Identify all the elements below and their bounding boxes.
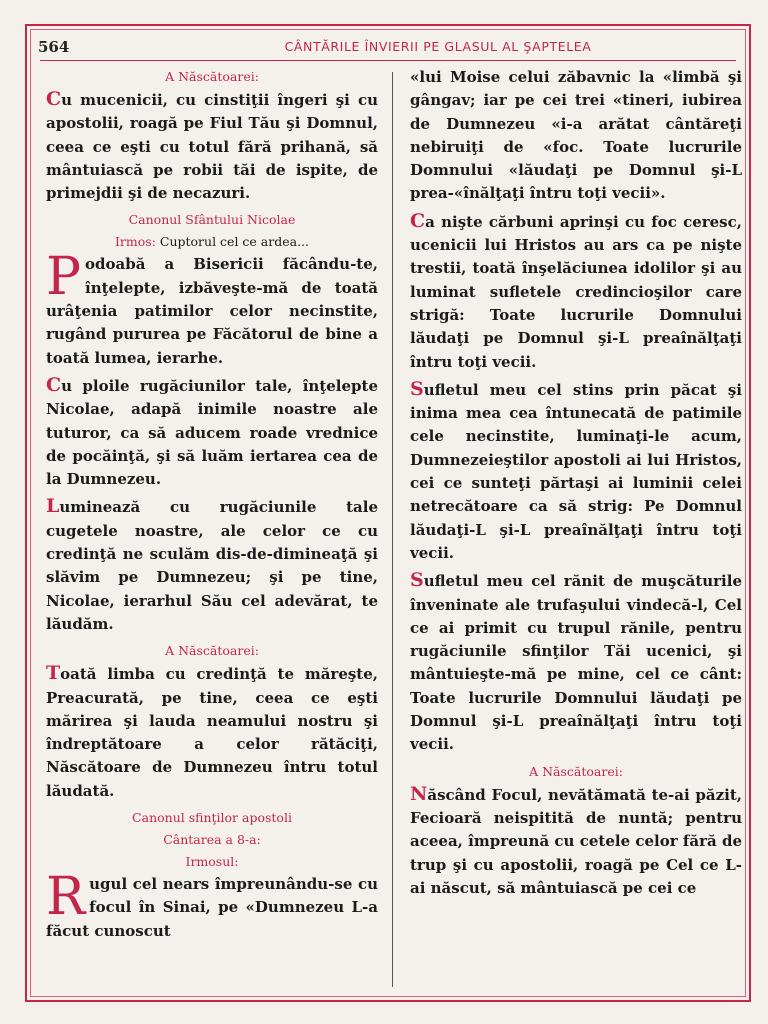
- initial-letter: C: [410, 209, 426, 232]
- paragraph-text: ăscând Focul, nevătămată te-ai păzit, Fecioară neispitită de nuntă; pentru aceea, împreună cu cetele celor fără de trup şi cu apostolii, roagă pe Cel ce L-ai născut, să mântuiască pe cei ce: [410, 785, 742, 897]
- section-heading: Irmosul:: [185, 854, 239, 870]
- initial-letter: C: [46, 373, 62, 396]
- drop-cap: P: [46, 247, 81, 308]
- paragraph: [46, 662, 378, 803]
- paragraph-text: ugul cel nears împreunându-se cu focul în Sinai, pe «Dumnezeu L-a făcut cunoscut: [46, 875, 378, 940]
- paragraph: [46, 374, 378, 491]
- paragraph: [46, 495, 378, 636]
- paragraph-text: u ploile rugăciunilor tale, înţelepte Nicolae, adapă inimile noastre ale tuturor, ca să aducem roade vrednice de pocăinţă, şi să luăm iertarea cea de la Dumnezeu.: [46, 376, 378, 489]
- left-column: [46, 66, 378, 947]
- paragraph: [410, 378, 742, 565]
- paragraph-text: uminează cu rugăciunile tale cugetele noastre, ale celor ce cu credinţă ne sculăm dis-de-dimineaţă şi slăvim pe Dumnezeu; şi pe tine, Nicolae, ierarhul Său cel adevărat, te lăudăm.: [46, 498, 378, 633]
- section-heading: Cântarea a 8-a:: [163, 832, 261, 848]
- initial-letter: S: [410, 377, 424, 400]
- paragraph-text: ufletul meu cel rănit de muşcăturile înveninate ale trufaşului vindecă-l, Cel ce ai primit cu trupul rănile, pentru rugăciunile sfinţilor Tăi ucenici, şi mântuieşte-mă pe mine, cel ce cânt: Toate lucrurile Domnului lăudaţi pe Domnul şi-L preaînălţaţi întru toţi vecii.: [410, 572, 742, 754]
- irmos-label: Irmos:: [114, 234, 156, 250]
- header-rule: [40, 60, 736, 61]
- paragraph: [410, 66, 742, 206]
- paragraph-text: odoabă a Bisericii făcându-te, înţelepte, izbăveşte-mă de toată urâţenia patimilor celor necinstite, rugând pururea pe Făcătorul de bine a toată lumea, ierarhe.: [46, 255, 378, 367]
- right-column: [410, 66, 742, 904]
- paragraph-text: ufletul meu cel stins prin păcat şi inima mea cea întunecată de patimile cele necinstite, luminaţi-le acum, Dumnezeieştilor apostoli ai lui Hristos, cei ce sunteţi părtaşi ai luminii celei netrecătoare ca să strig: Pe Domnul lăudaţi-L şi-L preaînălţaţi întru toţi vecii.: [410, 380, 742, 562]
- paragraph-text: a nişte cărbuni aprinşi cu foc ceresc, ucenicii lui Hristos au ars ca pe nişte trestii, toată înşelăciunea idolilor şi au luminat sufletele credincioşilor care strigă: Toate lucrurile Domnului lăudaţi pe Domnul şi-L preaînălţaţi întru toţi vecii.: [410, 212, 742, 371]
- paragraph-text: oată limba cu credinţă te măreşte, Preacurată, pe tine, ceea ce eşti mărirea şi lauda neamului nostru şi îndreptătoare a celor rătăciţi, Născătoare de Dumnezeu întru totul lăudată.: [46, 665, 378, 800]
- column-divider: [392, 72, 393, 987]
- section-heading: Canonul Sfântului Nicolae: [128, 212, 296, 228]
- initial-letter: L: [46, 495, 60, 518]
- paragraph: [410, 569, 742, 756]
- initial-letter: N: [410, 782, 428, 805]
- irmos-line: [46, 231, 378, 253]
- paragraph: [46, 88, 378, 205]
- page-header: [38, 38, 738, 60]
- paragraph: [46, 867, 378, 943]
- page-number: 564: [38, 38, 70, 56]
- paragraph-text: u mucenicii, cu cinstiţii îngeri şi cu apostolii, roagă pe Fiul Tău şi Domnul, ceea ce eşti cu totul fără prihană, să mântuiască pe robii tăi de ispite, de primejdii şi de necazuri.: [46, 91, 378, 203]
- section-heading: A Născătoarei:: [165, 69, 259, 84]
- drop-cap: R: [46, 867, 86, 928]
- paragraph-text: «lui Moise celui zăbavnic la «limbă şi gângav; iar pe cei trei «tineri, iubirea de Dumnezeu «i-a arătat cântăreţi nebiruiţi de «foc. Toate lucrurile Domnului «lăudaţi pe Domnul şi-L prea-«înălţaţi întru toţi vecii».: [410, 68, 742, 203]
- section-heading: A Născătoarei:: [529, 763, 623, 779]
- initial-letter: T: [46, 662, 61, 685]
- initial-letter: C: [46, 88, 62, 110]
- irmos-text: Cuptorul cel ce ardea...: [159, 234, 309, 250]
- section-heading: A Născătoarei:: [165, 643, 259, 659]
- section-heading: Canonul sfinţilor apostoli: [132, 810, 292, 826]
- paragraph: [410, 783, 742, 900]
- initial-letter: S: [410, 569, 424, 592]
- paragraph: [46, 247, 378, 369]
- paragraph: [410, 210, 742, 374]
- running-title: CÂNTĂRILE ÎNVIERII PE GLASUL AL ŞAPTELEA: [284, 39, 592, 54]
